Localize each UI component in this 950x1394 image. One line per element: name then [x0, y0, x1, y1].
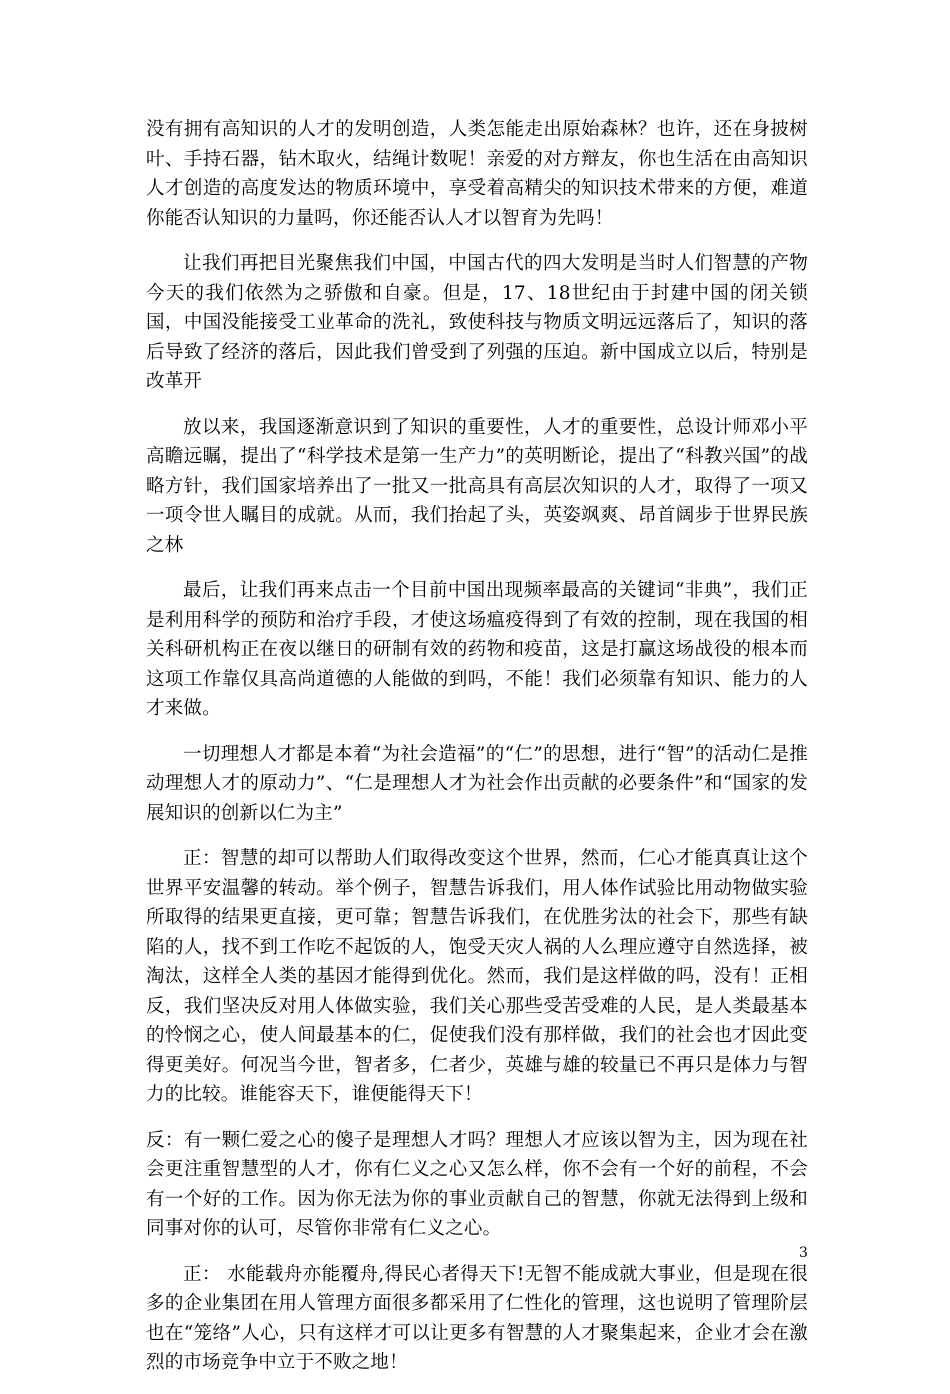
- page-number: 3: [799, 1245, 808, 1261]
- page-body: [146, 115, 808, 1394]
- paragraph-6: 正：智慧的却可以帮助人们取得改变这个世界，然而，仁心才能真真让这个世界平安温馨的转动。举个例子，智慧告诉我们，用人体作试验比用动物做实验所取得的结果更直接，更可靠；智慧告诉我们，在优胜劣汰的社会下，那些有缺陷的人，找不到工作吃不起饭的人，饱受天灾人祸的人么理应遵守自然选择，被淘汰，这样全人类的基因才能得到优化。然而，我们是这样做的吗，没有！正相反，我们坚决反对用人体做实验，我们关心那些受苦受难的人民，是人类最基本的怜悯之心，使人间最基本的仁，促使我们没有那样做，我们的社会也才因此变得更美好。何况当今世，智者多，仁者少，英雄与雄的较量已不再只是体力与智力的比较。谁能容天下，谁便能得天下！: [146, 848, 808, 1105]
- paragraph-8: 正： 水能载舟亦能覆舟,得民心者得天下!无智不能成就大事业，但是现在很多的企业集团在用人管理方面很多都采用了仁性化的管理，这也说明了管理阶层也在“笼络”人心，只有这样才可以让更多有智慧的人才聚集起来，企业才会在激烈的市场竞争中立于不败之地！: [146, 1263, 808, 1373]
- paragraph-4: 最后，让我们再来点击一个目前中国出现频率最高的关键词“非典”，我们正是利用科学的预防和治疗手段，才使这场瘟疫得到了有效的控制，现在我国的相关科研机构正在夜以继日的研制有效的药物和疫苗，这是打赢这场战役的根本而这项工作靠仅具高尚道德的人能做的到吗，不能！我们必须靠有知识、能力的人才来做。: [146, 580, 808, 719]
- paragraph-7: 反：有一颗仁爱之心的傻子是理想人才吗？理想人才应该以智为主，因为现在社会更注重智慧型的人才，你有仁义之心又怎么样，你不会有一个好的前程，不会有一个好的工作。因为你无法为你的事业贡献自己的智慧，你就无法得到上级和同事对你的认可，尽管你非常有仁义之心。: [146, 1129, 808, 1239]
- paragraph-3: 放以来，我国逐渐意识到了知识的重要性，人才的重要性，总设计师邓小平高瞻远瞩，提出了“科学技术是第一生产力”的英明断论，提出了“科教兴国”的战略方针，我们国家培养出了一批又一批高具有高层次知识的人才，取得了一项又一项令世人瞩目的成就。从而，我们抬起了头，英姿飒爽、昂首阔步于世界民族之林: [146, 416, 808, 556]
- paragraph-5: 一切理想人才都是本着“为社会造福”的“仁”的思想，进行“智”的活动仁是推动理想人才的原动力”、“仁是理想人才为社会作出贡献的必要条件”和“国家的发展知识的创新以仁为主”: [146, 743, 808, 824]
- paragraph-2: 让我们再把目光聚焦我们中国，中国古代的四大发明是当时人们智慧的产物今天的我们依然为之骄傲和自豪。但是，17、18世纪由于封建中国的闭关锁国，中国没能接受工业革命的洗礼，致使科技与物质文明远远落后了，知识的落后导致了经济的落后，因此我们曾受到了列强的压迫。新中国成立以后，特别是改革开: [146, 253, 808, 392]
- paragraph-1: 没有拥有高知识的人才的发明创造，人类怎能走出原始森林？也许，还在身披树叶、手持石器，钻木取火，结绳计数呢！亲爱的对方辩友，你也生活在由高知识人才创造的高度发达的物质环境中，享受着高精尖的知识技术带来的方便，难道你能否认知识的力量吗，你还能否认人才以智育为先吗！: [146, 119, 808, 229]
